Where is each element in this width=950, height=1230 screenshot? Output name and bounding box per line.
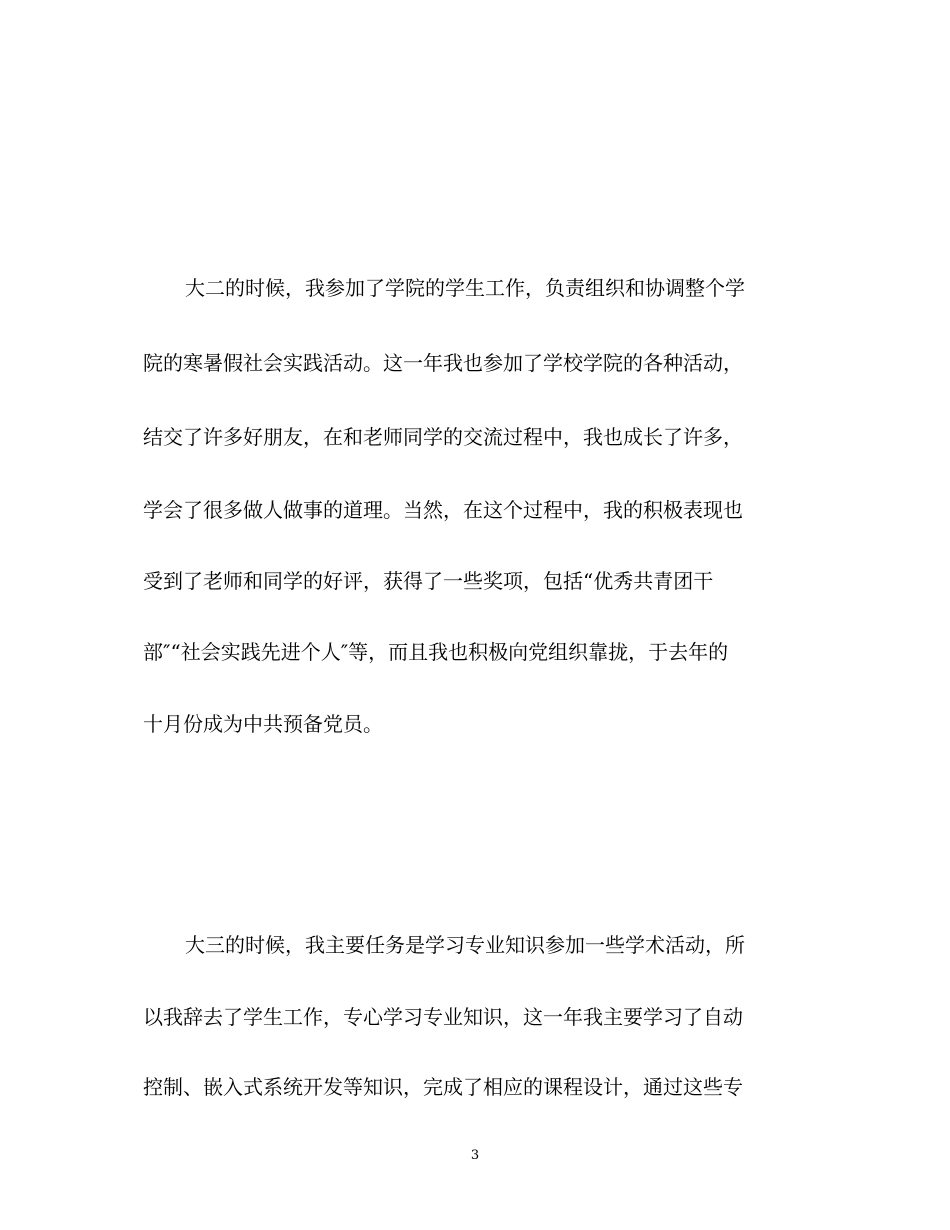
paragraph-line: 控制、嵌入式系统开发等知识，完成了相应的课程设计，通过这些专	[143, 1075, 743, 1099]
paragraph-line: 大三的时候，我主要任务是学习专业知识参加一些学术活动，所	[185, 933, 745, 957]
paragraph-line: 院的寒暑假社会实践活动。这一年我也参加了学校学院的各种活动，	[143, 351, 743, 375]
paragraph-line: 大二的时候，我参加了学院的学生工作，负责组织和协调整个学	[185, 276, 745, 300]
paragraph-line: 学会了很多做人做事的道理。当然，在这个过程中，我的积极表现也	[143, 498, 743, 522]
paragraph-line: 部″“社会实践先进个人″等，而且我也积极向党组织靠拢，于去年的	[143, 640, 729, 664]
paragraph-line: 受到了老师和同学的好评，获得了一些奖项，包括“优秀共青团干	[143, 569, 714, 593]
paragraph-line: 以我辞去了学生工作，专心学习专业知识，这一年我主要学习了自动	[143, 1005, 743, 1029]
paragraph-line: 十月份成为中共预备党员。	[143, 712, 383, 736]
page-number: 3	[470, 1148, 480, 1163]
paragraph-line: 结交了许多好朋友，在和老师同学的交流过程中，我也成长了许多，	[143, 425, 743, 449]
